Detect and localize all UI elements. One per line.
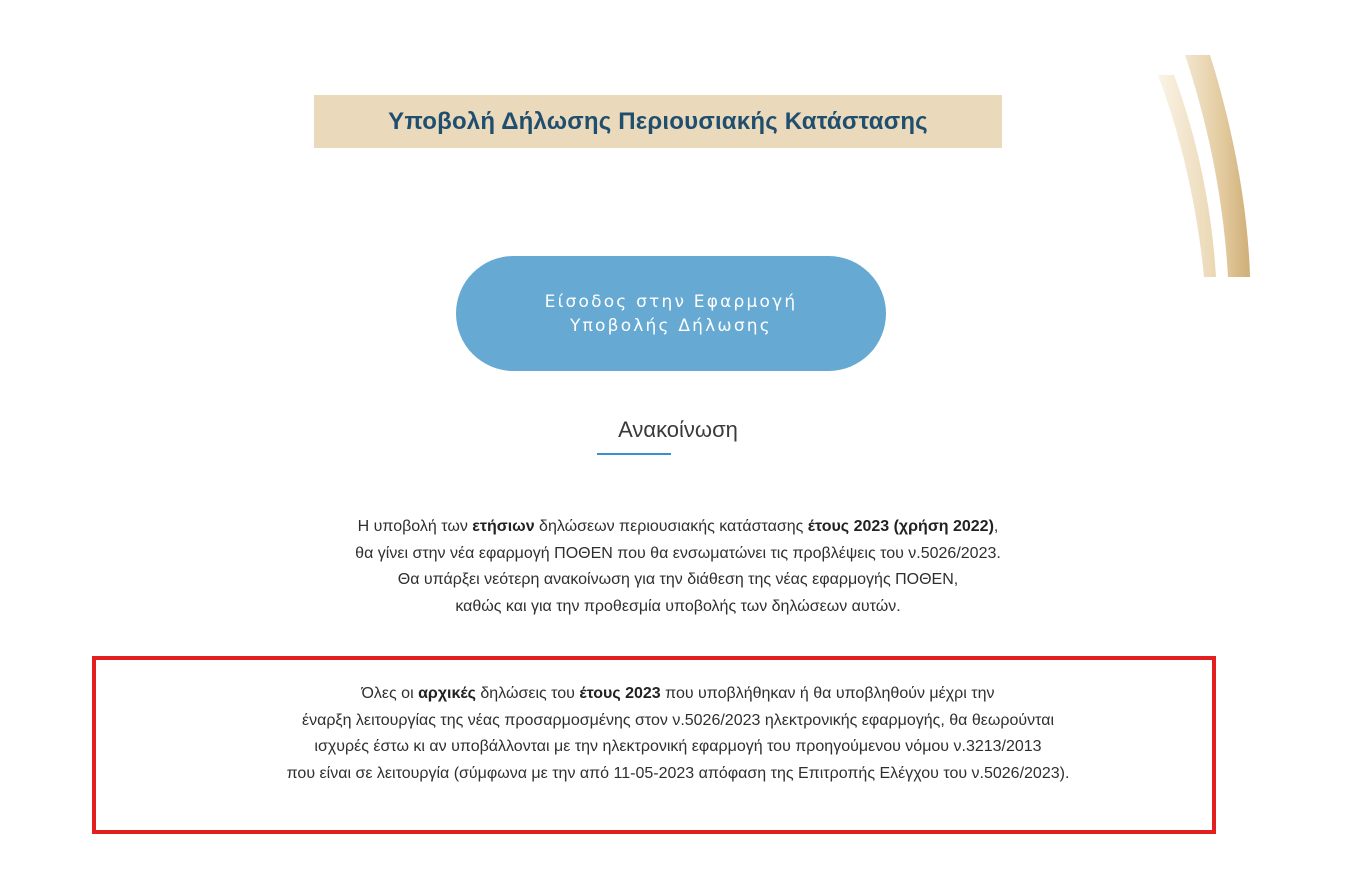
- announcement-paragraph-initial: [0, 681, 1356, 787]
- text-segment: δηλώσεις του: [475, 685, 580, 702]
- page-title: Υποβολή Δήλωσης Περιουσιακής Κατάστασης: [388, 107, 928, 135]
- paragraph-line: θα γίνει στην νέα εφαρμογή ΠΟΘΕΝ που θα ενσωματώνει τις προβλέψεις του ν.5026/2023.: [355, 544, 1001, 562]
- login-button-label-line1: Είσοδος στην Εφαρμογή: [544, 291, 798, 312]
- login-button[interactable]: [456, 256, 886, 371]
- paragraph-line: καθώς και για την προθεσμία υποβολής των δηλώσεων αυτών.: [455, 597, 901, 615]
- paragraph-line: [0, 681, 1356, 708]
- paragraph-line: ισχυρές έστω κι αν υποβάλλονται με την ηλεκτρονική εφαρμογή του προηγούμενου νόμου ν.3213/2013: [314, 738, 1042, 755]
- text-segment: Η υποβολή των: [357, 518, 473, 535]
- login-button-label-line2: Υποβολής Δήλωσης: [570, 315, 772, 336]
- text-segment: ,: [993, 518, 999, 535]
- paragraph-line: έναρξη λειτουργίας της νέας προσαρμοσμένης στον ν.5026/2023 ηλεκτρονικής εφαρμογής, θα θεωρούνται: [301, 711, 1055, 729]
- bold-text-segment: αρχικές: [418, 685, 476, 702]
- heading-underline: [597, 453, 671, 455]
- paragraph-line: που είναι σε λειτουργία (σύμφωνα με την από 11-05-2023 απόφαση της Επιτροπής Ελέγχου του ν.5026/2023).: [286, 764, 1070, 782]
- bold-text-segment: έτους 2023 (χρήση 2022): [807, 518, 994, 535]
- page-title-banner: [314, 95, 1002, 148]
- announcement-heading: [0, 417, 1356, 449]
- announcement-paragraph-annual: [0, 514, 1356, 620]
- text-segment: δηλώσεων περιουσιακής κατάστασης: [534, 518, 808, 535]
- bold-text-segment: ετήσιων: [472, 518, 535, 535]
- decorative-swoosh-icon: [1140, 55, 1260, 280]
- announcement-heading-text: Ανακοίνωση: [618, 417, 738, 442]
- paragraph-line: [0, 514, 1356, 541]
- paragraph-line: Θα υπάρξει νεότερη ανακοίνωση για την διάθεση της νέας εφαρμογής ΠΟΘΕΝ,: [397, 571, 959, 588]
- text-segment: Όλες οι: [361, 685, 419, 702]
- text-segment: που υποβλήθηκαν ή θα υποβληθούν μέχρι την: [660, 685, 995, 702]
- bold-text-segment: έτους 2023: [579, 685, 661, 702]
